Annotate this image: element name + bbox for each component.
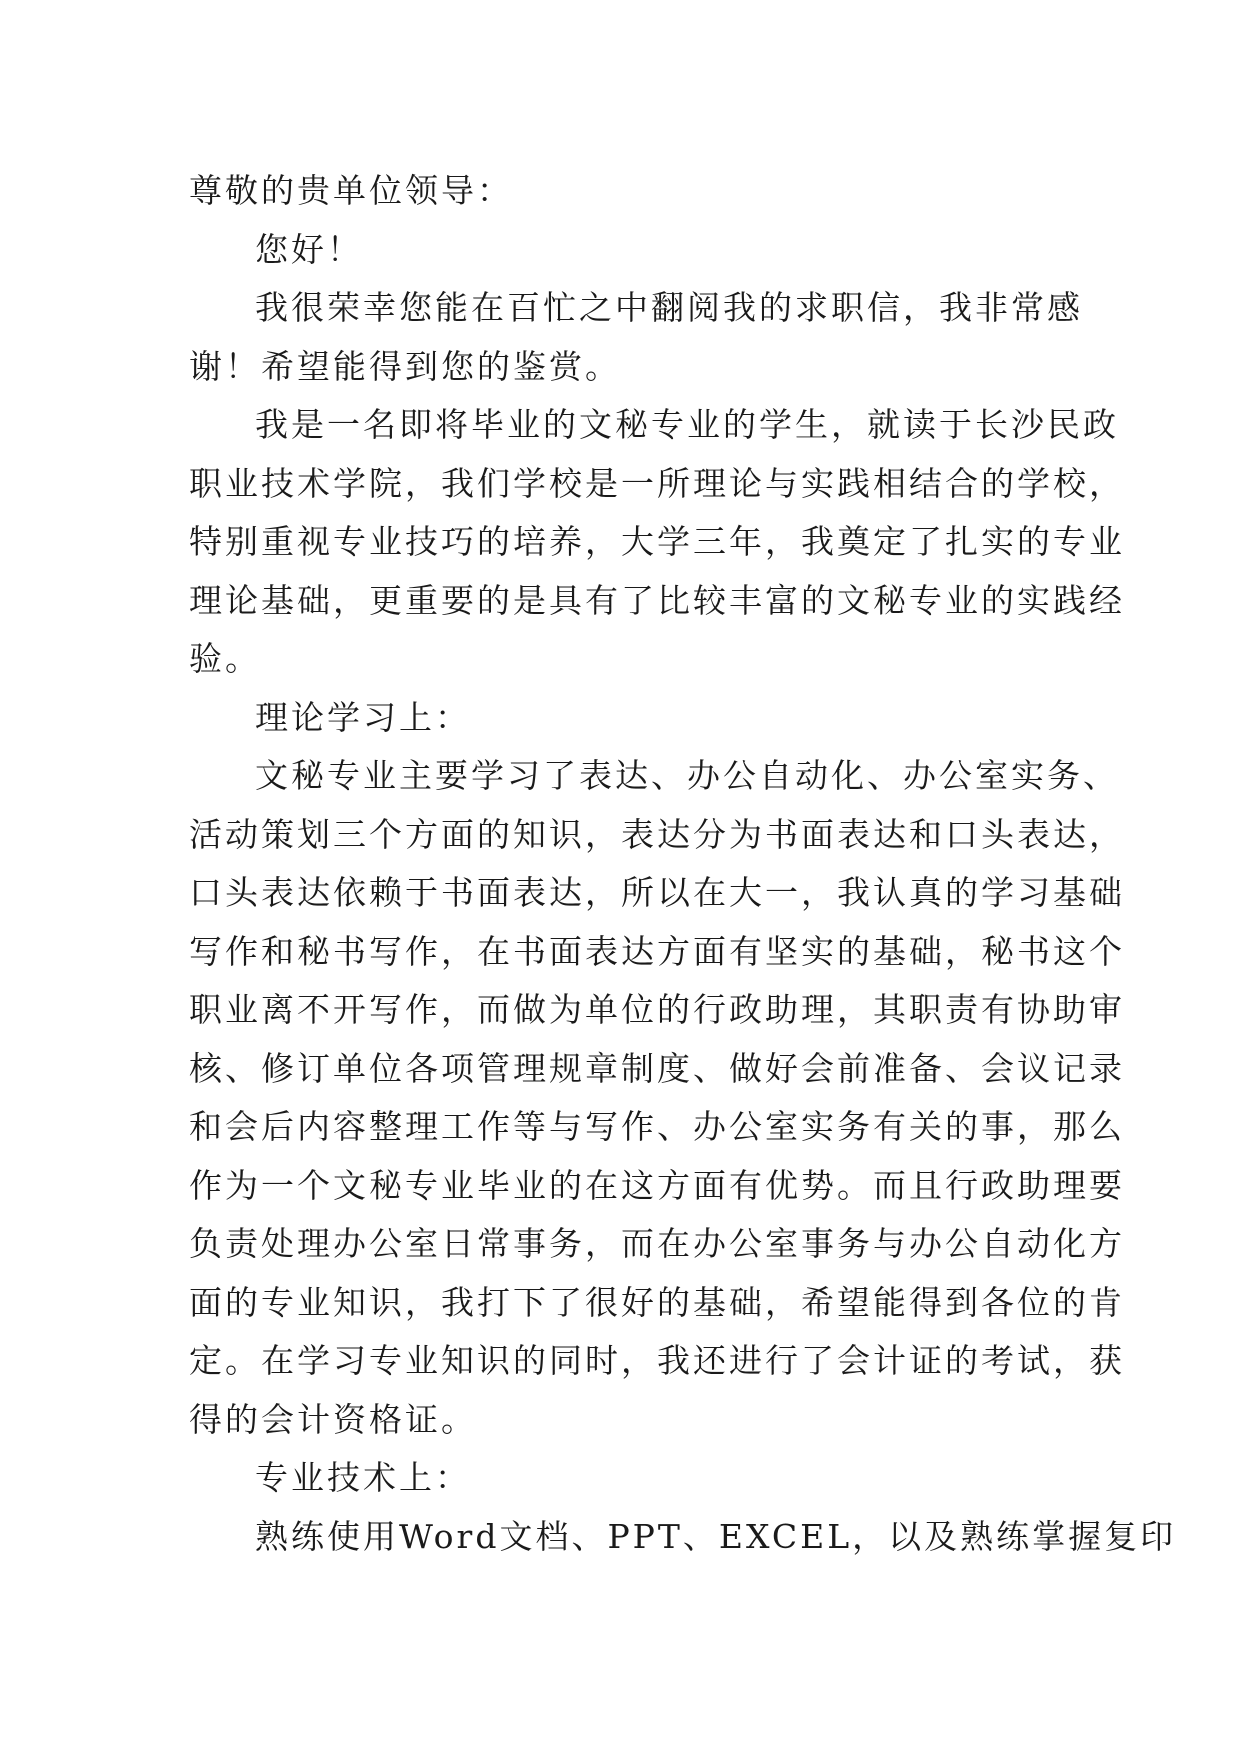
- paragraph-line: 验。: [189, 639, 261, 678]
- paragraph-line: 作为一个文秘专业毕业的在这方面有优势。而且行政助理要: [189, 1165, 1125, 1205]
- paragraph-line: 我是一名即将毕业的文秘专业的学生，就读于长沙民政: [255, 405, 1119, 444]
- paragraph-line: 定。在学习专业知识的同时，我还进行了会计证的考试，获: [189, 1341, 1125, 1380]
- section-heading: 专业技术上：: [255, 1458, 471, 1497]
- paragraph-line: 得的会计资格证。: [189, 1399, 477, 1439]
- salutation: 尊敬的贵单位领导：: [189, 171, 513, 210]
- paragraph-line: 活动策划三个方面的知识，表达分为书面表达和口头表达，: [189, 814, 1125, 854]
- paragraph-line: 理论基础，更重要的是具有了比较丰富的文秘专业的实践经: [189, 580, 1125, 620]
- paragraph-line: 负责处理办公室日常事务，而在办公室事务与办公自动化方: [189, 1224, 1125, 1263]
- greeting: 您好！: [255, 229, 363, 269]
- paragraph-line: 和会后内容整理工作等与写作、办公室实务有关的事，那么: [189, 1107, 1125, 1146]
- paragraph-line: 核、修订单位各项管理规章制度、做好会前准备、会议记录: [189, 1048, 1125, 1088]
- paragraph-line: 熟练使用Word文档、PPT、EXCEL，以及熟练掌握复印: [255, 1516, 1177, 1556]
- paragraph-line: 谢！希望能得到您的鉴赏。: [189, 346, 621, 386]
- paragraph-line: 我很荣幸您能在百忙之中翻阅我的求职信，我非常感: [255, 288, 1083, 327]
- paragraph-line: 特别重视专业技巧的培养，大学三年，我奠定了扎实的专业: [189, 522, 1125, 561]
- paragraph-line: 写作和秘书写作，在书面表达方面有坚实的基础，秘书这个: [189, 931, 1125, 971]
- paragraph-line: 文秘专业主要学习了表达、办公自动化、办公室实务、: [255, 756, 1119, 795]
- section-heading: 理论学习上：: [255, 697, 471, 737]
- paragraph-line: 面的专业知识，我打下了很好的基础，希望能得到各位的肯: [189, 1282, 1125, 1322]
- paragraph-line: 口头表达依赖于书面表达，所以在大一，我认真的学习基础: [189, 873, 1125, 912]
- paragraph-line: 职业离不开写作，而做为单位的行政助理，其职责有协助审: [189, 990, 1125, 1029]
- paragraph-line: 职业技术学院，我们学校是一所理论与实践相结合的学校，: [189, 463, 1125, 503]
- cover-letter-body: [189, 162, 1177, 1566]
